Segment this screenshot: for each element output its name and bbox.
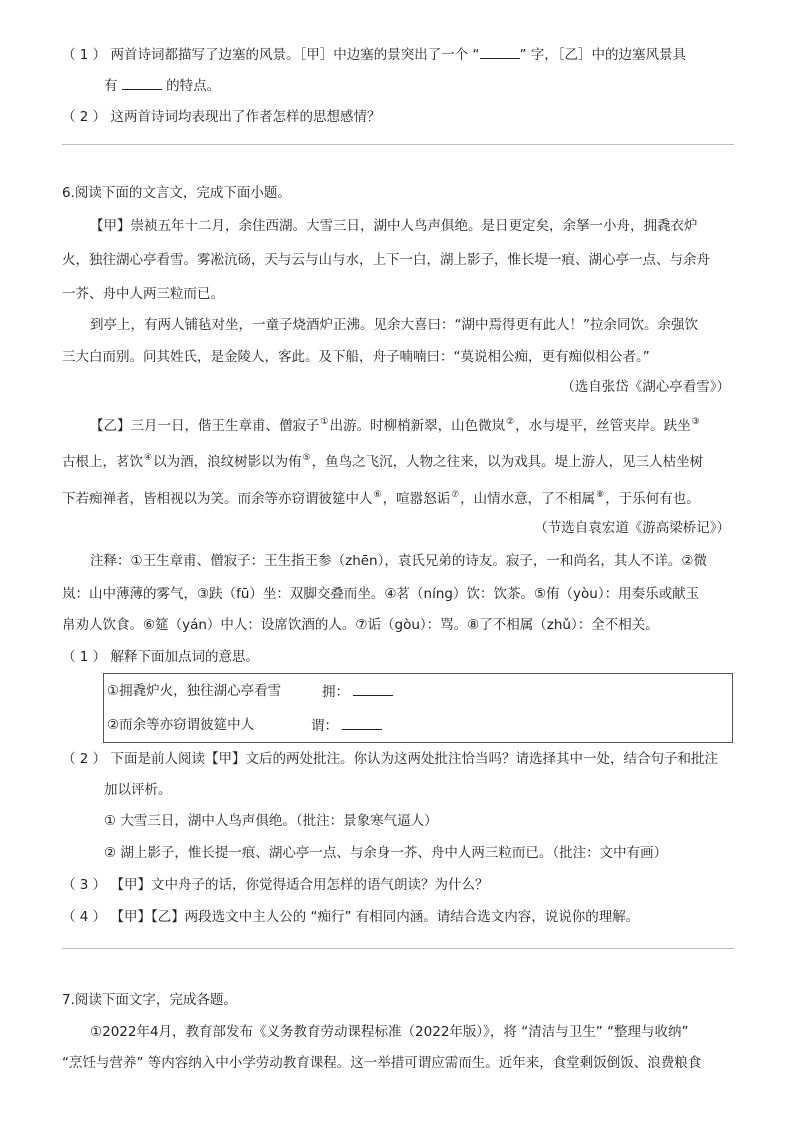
- footnote-marker: ①: [320, 417, 329, 427]
- q6-yi-text: 【乙】三月一日，偕王生章甫、僧寂子: [90, 418, 320, 434]
- definition-row-1: [107, 681, 281, 701]
- q6-yi-text: ，喧嚣怒诟: [382, 491, 451, 507]
- q6-sub4-question: （ 4 ） 【甲】【乙】两段选文中主人公的 “痴行” 有相同内涵。请结合选文内容，说说你的理解。: [62, 909, 640, 925]
- q6-yi-text: 古根上，茗饮: [62, 454, 143, 470]
- q6-yi-text: 出游。时柳梢新翠，山色微岚: [329, 418, 506, 434]
- q6-yi-source: （节选自袁宏道《游高梁桥记》）: [534, 520, 730, 536]
- q5-sub1-line2: [104, 75, 220, 96]
- q5-sub1-tail: ” 字，［乙］中的边塞风景具: [519, 47, 687, 63]
- definition-row-2: [107, 715, 254, 735]
- q6-jia-line2: 火，独往湖心亭看雪。雾凇沆砀，天与云与山与水，上下一白，湖上影子，惟长堤一痕、湖心亭一点、与余舟: [62, 252, 710, 268]
- q6-notes-line1: 注释：①王生章甫、僧寂子：王生指王参（zhēn），袁氏兄弟的诗友。寂子，一和尚名，其人不详。②微: [90, 553, 707, 569]
- q6-sub2-option-2: ② 湖上影子，惟长提一痕、湖心亭一点、与余身一芥、舟中人两三粒而已。（批注：文中有画）: [104, 845, 668, 861]
- q5-sub2: （ 2 ） 这两首诗词均表现出了作者怎样的思想感情？: [62, 109, 381, 125]
- q6-yi-line2: [62, 448, 703, 472]
- footnote-marker: ⑥: [373, 490, 382, 500]
- q6-sub3-question: （ 3 ） 【甲】文中舟子的话，你觉得适合用怎样的语气朗读？为什么？: [62, 877, 489, 893]
- q5-sub1-pre: 有: [104, 78, 118, 94]
- divider: [62, 144, 734, 145]
- q6-sub1-question: （ 1 ） 解释下面加点词的意思。: [62, 649, 259, 665]
- q6-sub2-question: （ 2 ） 下面是前人阅读【甲】文后的两处批注。你认为这两处批注恰当吗？请选择其中一处，结合句子和批注: [62, 751, 718, 767]
- q6-sub2-option-1: ① 大雪三日，湖中人鸟声俱绝。（批注：景象寒气逼人）: [104, 813, 438, 829]
- footnote-marker: ⑧: [596, 490, 605, 500]
- q6-yi-line3: [62, 485, 700, 509]
- divider: [62, 948, 734, 949]
- definition-word-2: [311, 715, 382, 736]
- q6-yi-text: ，鱼鸟之飞沉，人物之往来，以为戏具。堤上游人，见三人枯坐树: [311, 454, 704, 470]
- q7-line2: “烹饪与营养” 等内容纳入中小学劳动教育课程。这一举措可谓应需而生。近年来，食堂剩饭倒饭、浪费粮食: [62, 1055, 702, 1071]
- q5-sub1-line1: [62, 44, 686, 65]
- q6-title: 6.阅读下面的文言文，完成下面小题。: [62, 185, 291, 201]
- q6-yi-line1: [90, 412, 701, 436]
- q6-yi-text: ，于乐何有也。: [605, 491, 700, 507]
- q7-title: 7.阅读下面文字，完成各题。: [62, 992, 237, 1008]
- answer-blank[interactable]: [342, 715, 382, 730]
- q6-sub2-question-cont: 加以评析。: [104, 782, 172, 798]
- footnote-marker: ③: [691, 417, 700, 427]
- definition-sentence: ②而余等亦窃谓彼筵中人: [107, 717, 255, 733]
- q6-jia-line1: 【甲】崇祯五年十二月，余住西湖。大雪三日，湖中人鸟声俱绝。是日更定矣，余拏一小舟，拥毳衣炉: [90, 218, 698, 234]
- definition-word-1: [322, 681, 393, 702]
- q6-jia-line3: 一芥、舟中人两三粒而已。: [62, 286, 224, 302]
- q5-sub1-post: 的特点。: [166, 78, 221, 94]
- q6-jia-source: （选自张岱《湖心亭看雪》）: [561, 379, 730, 395]
- q7-line1: ①2022年4月，教育部发布《义务教育劳动课程标准（2022年版）》，将 “清洁与卫生” “整理与收纳”: [90, 1024, 689, 1040]
- answer-blank[interactable]: [480, 44, 520, 59]
- answer-blank[interactable]: [353, 681, 393, 696]
- q6-jia-line4: 到亭上，有两人铺毡对坐，一童子烧酒炉正沸。见余大喜曰：“湖中焉得更有此人！”拉余同饮。余强饮: [90, 317, 698, 333]
- q6-notes-line2: 岚：山中薄薄的雾气，③趺（fū）坐：双脚交叠而坐。④茗（níng）饮：饮茶。⑤侑（yòu）：用奏乐或献玉: [62, 586, 700, 602]
- footnote-marker: ④: [144, 453, 153, 463]
- q6-yi-text: ，水与堤平，丝管夹岸。趺坐: [515, 418, 691, 434]
- footnote-marker: ⑦: [451, 490, 460, 500]
- footnote-marker: ⑤: [302, 453, 311, 463]
- definition-word: 谓：: [311, 718, 338, 734]
- definition-word: 拥：: [322, 684, 349, 700]
- q5-sub1-text: （ 1 ） 两首诗词都描写了边塞的风景。［甲］中边塞的景突出了一个 “: [62, 47, 480, 63]
- q6-yi-text: 以为酒，浪纹树影以为侑: [153, 454, 302, 470]
- q6-yi-text: ，山情水意，了不相属: [460, 491, 596, 507]
- footnote-marker: ②: [506, 417, 515, 427]
- answer-blank[interactable]: [122, 75, 162, 90]
- q6-notes-line3: 帛劝人饮食。⑥筵（yán）中人：设席饮酒的人。⑦诟（gòu）：骂。⑧了不相属（zhǔ）：全不相关。: [62, 617, 659, 633]
- q6-yi-text: 下若痴禅者，皆相视以为笑。而余等亦窃谓彼筵中人: [62, 491, 373, 507]
- definition-sentence: ①拥毳炉火，独往湖心亭看雪: [107, 683, 282, 699]
- q6-jia-line5: 三大白而别。问其姓氏，是金陵人，客此。及下船，舟子喃喃曰：“莫说相公痴，更有痴似相公者。”: [62, 349, 650, 365]
